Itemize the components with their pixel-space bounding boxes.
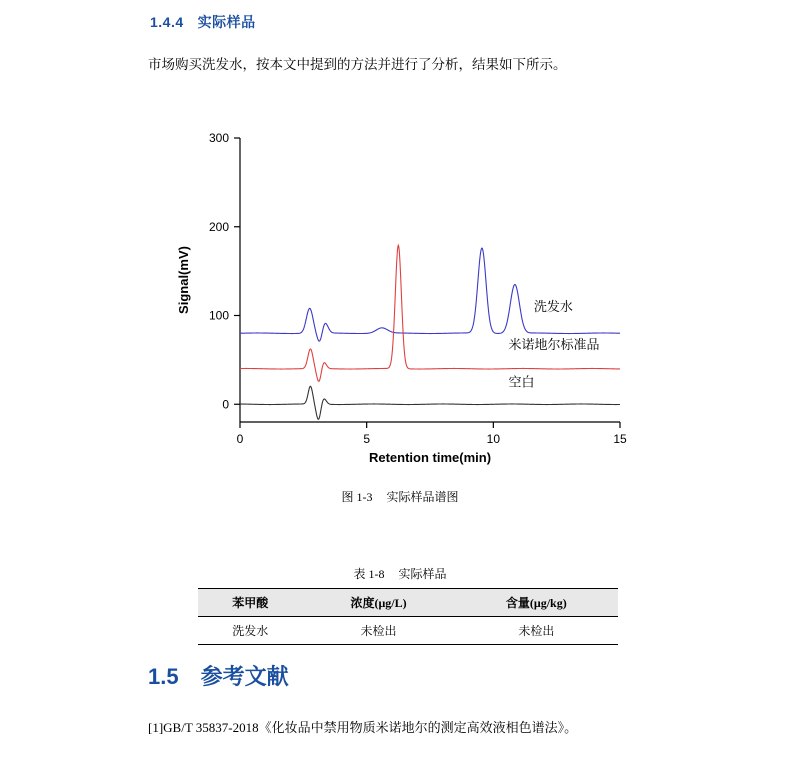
x-tick-label: 5 [363, 432, 371, 446]
y-axis-label: Signal(mV) [176, 246, 191, 314]
table-header-cell: 含量(μg/kg) [455, 589, 618, 617]
table-header-cell: 浓度(μg/L) [302, 589, 454, 617]
trace-label: 空白 [508, 374, 535, 390]
figure-caption [0, 488, 800, 505]
table-header-cell: 苯甲酸 [198, 589, 302, 617]
section-subheading-title: 实际样品 [197, 14, 256, 30]
chromatogram-chart [170, 120, 630, 480]
x-tick-label: 10 [486, 432, 501, 446]
table-header-row [198, 589, 618, 617]
table-cell: 洗发水 [198, 617, 302, 645]
section-subheading [150, 12, 256, 32]
x-tick-label: 15 [613, 432, 627, 446]
y-tick-label: 300 [208, 131, 229, 145]
section-heading-number: 1.5 [148, 664, 179, 689]
table-cell: 未检出 [302, 617, 454, 645]
table-row [198, 617, 618, 645]
figure-caption-text: 实际样品谱图 [386, 490, 459, 504]
table-cell: 未检出 [455, 617, 618, 645]
reference-paragraph: [1]GB/T 35837-2018《化妆品中禁用物质米诺地尔的测定高效液相色谱法》。 [148, 720, 578, 735]
x-axis-label: Retention time(min) [368, 450, 492, 465]
section-heading [148, 660, 289, 691]
x-tick-label: 0 [236, 432, 244, 446]
trace-label: 洗发水 [533, 299, 573, 315]
y-tick-label: 0 [222, 397, 229, 412]
trace-label: 米诺地尔标准品 [508, 337, 600, 353]
table-caption [0, 565, 800, 582]
chart-svg [170, 120, 630, 480]
y-tick-label: 100 [208, 308, 229, 323]
figure-caption-number: 图 1-3 [341, 490, 373, 504]
table-caption-number: 表 1-8 [353, 567, 385, 581]
table-caption-text: 实际样品 [398, 567, 447, 581]
section-subheading-number: 1.4.4 [150, 14, 184, 30]
section-heading-title: 参考文献 [200, 664, 289, 689]
trace-line [240, 248, 620, 341]
intro-paragraph: 市场购买洗发水，按本文中提到的方法并进行了分析，结果如下所示。 [148, 57, 567, 72]
y-tick-label: 200 [208, 219, 229, 234]
trace-line [240, 386, 620, 419]
sample-results-table [198, 588, 618, 645]
